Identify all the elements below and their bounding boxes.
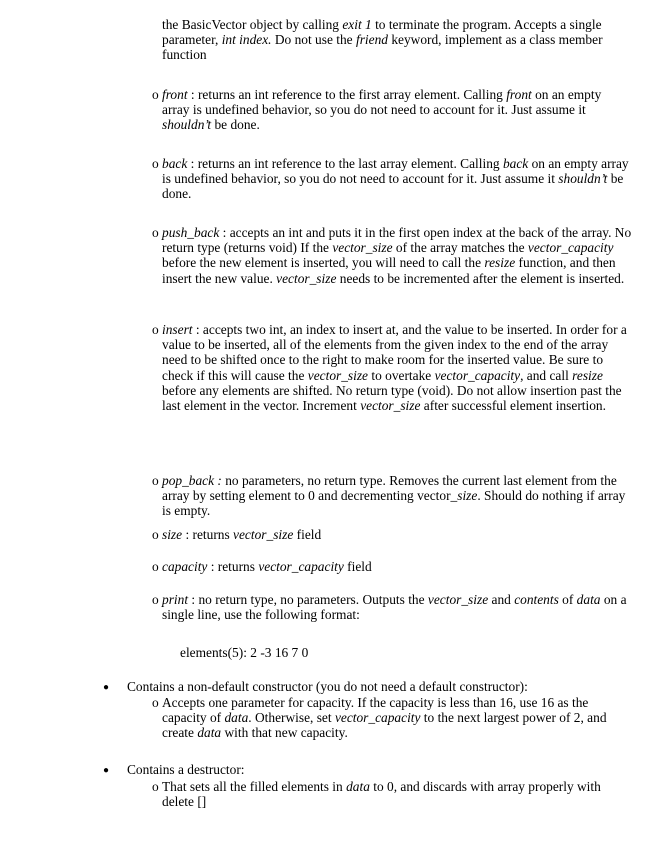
destructor-detail-item: o That sets all the filled elements in data to 0, and discards with array properly with delete [] xyxy=(152,779,601,810)
list-marker: o xyxy=(152,156,159,171)
list-marker: o xyxy=(152,322,159,337)
list-marker: o xyxy=(152,527,159,542)
list-marker: o xyxy=(152,225,159,240)
list-marker: o xyxy=(152,559,159,574)
push-back-method-item: o push_back : accepts an int and puts it in the first open index at the back of the array. No return type (returns void) If the vector_size of the array matches the vector_capacity before the new element is inserted, you will need to call the resize function, and then insert the new value. vector_size needs to be incremented after the element is inserted. xyxy=(152,225,632,286)
list-marker: o xyxy=(152,695,159,710)
list-marker: o xyxy=(152,592,159,607)
constructor-heading: Contains a non-default constructor (you do not need a default constructor): xyxy=(127,679,528,694)
list-marker: o xyxy=(152,473,159,488)
constructor-detail-item: o Accepts one parameter for capacity. If the capacity is less than 16, use 16 as the capacity of data. Otherwise, set vector_capacity to the next largest power of 2, and create data with that new capacity. xyxy=(152,695,607,741)
capacity-method-item: o capacity : returns vector_capacity field xyxy=(152,559,372,574)
print-format-example: elements(5): 2 -3 16 7 0 xyxy=(180,645,309,660)
list-marker: o xyxy=(152,779,159,794)
back-method-item: o back : returns an int reference to the last array element. Calling back on an empty array is undefined behavior, so you do not need to account for it. Just assume it shouldn’t be done. xyxy=(152,156,629,202)
front-method-item: o front : returns an int reference to the first array element. Calling front on an empty array is undefined behavior, so you do not need to account for it. Just assume it shouldn’t be done. xyxy=(152,87,602,133)
pop-back-method-item: o pop_back : no parameters, no return type. Removes the current last element from the array by setting element to 0 and decrementing vector_size. Should do nothing if array is empty. xyxy=(152,473,626,519)
insert-method-item: o insert : accepts two int, an index to insert at, and the value to be inserted. In order for a value to be inserted, all of the elements from the given index to the end of the array need to be shifted once to the right to make room for the inserted value. Be sure to check if this will cause the vector_size to overtake vector_capacity, and call resize before any elements are shifted. No return type (void). Do not allow insertion past the last element in the vector. Increment vector_size after successful element insertion. xyxy=(152,322,627,414)
bullet-icon: ● xyxy=(103,682,110,693)
bullet-icon: ● xyxy=(103,765,110,776)
list-marker: o xyxy=(152,87,159,102)
intro-paragraph: the BasicVector object by calling exit 1 to terminate the program. Accepts a single parameter, int index. Do not use the friend keyword, implement as a class member function xyxy=(162,17,603,63)
size-method-item: o size : returns vector_size field xyxy=(152,527,322,542)
print-method-item: o print : no return type, no parameters. Outputs the vector_size and contents of data on a single line, use the following format: xyxy=(152,592,627,623)
destructor-heading: Contains a destructor: xyxy=(127,762,245,777)
